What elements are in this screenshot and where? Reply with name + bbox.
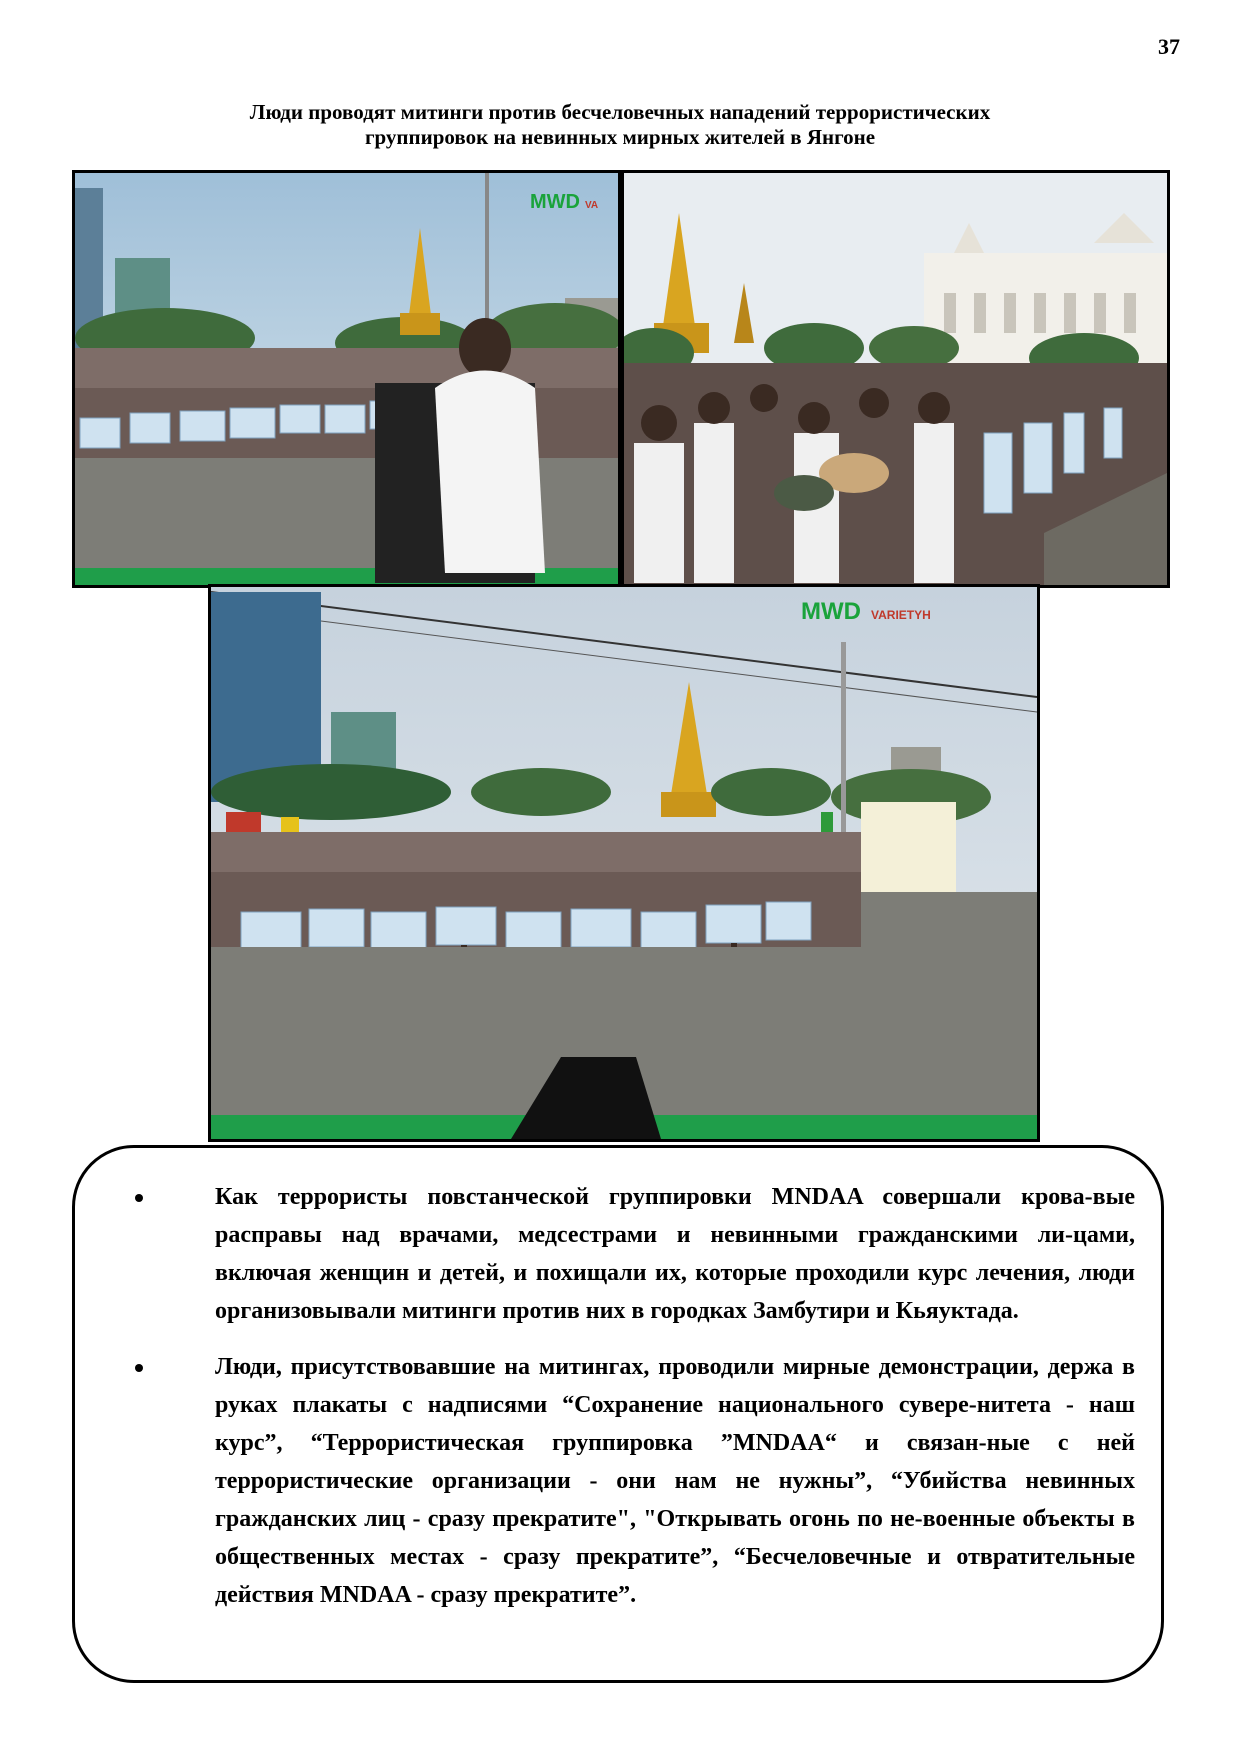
rally-photo-wide-image (211, 587, 1037, 1139)
rally-photo-crowd-closeup-image (624, 173, 1167, 585)
title-line-2: группировок на невинных мирных жителей в Янгоне (364, 125, 876, 149)
bullet-list (115, 1178, 1135, 1632)
top-photo-frame (72, 170, 1170, 588)
bullet-text: Люди, присутствовавшие на митингах, проводили мирные демонстрации, держа в руках плакаты с надписями “Сохранение национального сувере-нитета - наш курс”, “Террористическая группировка ”MNDAA“ и связан-ные с ней террористические организации - они нам не нужны”, “Убийства невинных гражданских лиц - сразу прекратите", "Открывать огонь по не-военные объекты в общественных местах - сразу прекратите”, “Бесчеловечные и отвратительные действия MNDAA - сразу прекратите”. (215, 1354, 1135, 1608)
station-logo-suffix: VA (585, 200, 599, 211)
station-logo: MWD (530, 191, 580, 213)
rally-photo-speaker (75, 173, 618, 585)
rally-photo-wide (211, 587, 1037, 1139)
bullet-dot-icon (135, 1194, 143, 1202)
bullet-item (115, 1178, 1135, 1330)
station-logo-bottom: MWD (801, 598, 861, 625)
bottom-photo-frame (208, 584, 1040, 1142)
bullet-item (115, 1348, 1135, 1614)
station-logo-bottom-suffix: VARIETYH (871, 608, 931, 622)
summary-box (72, 1145, 1164, 1683)
bullet-dot-icon (135, 1364, 143, 1372)
page-title (120, 100, 1120, 150)
rally-photo-crowd-closeup (624, 173, 1167, 585)
page-number: 37 (1158, 34, 1180, 59)
title-line-1: Люди проводят митинги против бесчеловечных нападений террористических (249, 100, 991, 124)
rally-photo-speaker-image (75, 173, 618, 585)
bullet-text: Как террористы повстанческой группировки MNDAA совершали крова-вые расправы над врачами, медсестрами и невинными гражданскими ли-цами, включая женщин и детей, и похищали их, которые проходили курс лечения, люди организовывали митинги против них в городках Замбутири и Кьяуктада. (215, 1184, 1135, 1324)
